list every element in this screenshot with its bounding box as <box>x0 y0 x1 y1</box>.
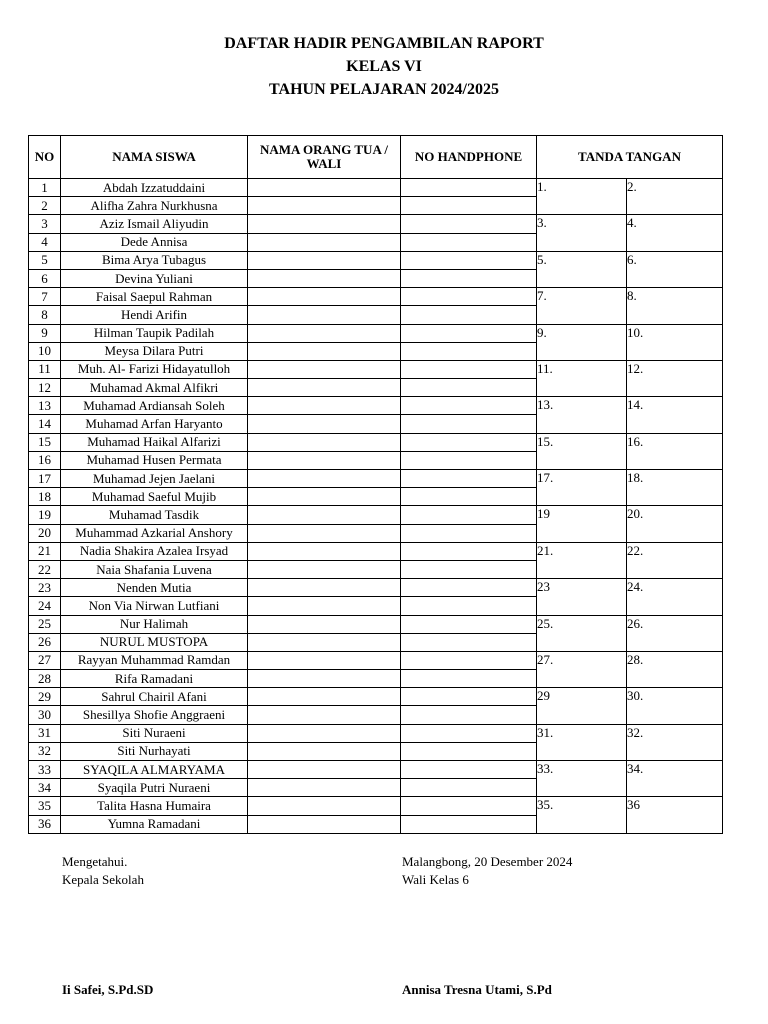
parent-name-cell[interactable] <box>248 779 401 797</box>
signature-cell[interactable]: 2. <box>627 179 723 215</box>
signature-cell[interactable]: 15. <box>537 433 627 469</box>
student-name: Talita Hasna Humaira <box>61 797 248 815</box>
parent-name-cell[interactable] <box>248 470 401 488</box>
parent-name-cell[interactable] <box>248 233 401 251</box>
row-number: 35 <box>29 797 61 815</box>
signature-cell[interactable]: 31. <box>537 724 627 760</box>
signature-cell[interactable]: 21. <box>537 542 627 578</box>
table-row <box>29 724 723 742</box>
phone-cell[interactable] <box>401 506 537 524</box>
student-name: Faisal Saepul Rahman <box>61 288 248 306</box>
table-row <box>29 288 723 306</box>
row-number: 17 <box>29 470 61 488</box>
student-name: Muhamad Arfan Haryanto <box>61 415 248 433</box>
parent-name-cell[interactable] <box>248 651 401 669</box>
signature-cell[interactable]: 33. <box>537 761 627 797</box>
student-name: Dede Annisa <box>61 233 248 251</box>
parent-name-cell[interactable] <box>248 324 401 342</box>
signature-cell[interactable]: 28. <box>627 651 723 687</box>
phone-cell[interactable] <box>401 597 537 615</box>
phone-cell[interactable] <box>401 288 537 306</box>
parent-name-cell[interactable] <box>248 506 401 524</box>
phone-cell[interactable] <box>401 688 537 706</box>
table-row <box>29 215 723 233</box>
parent-name-cell[interactable] <box>248 688 401 706</box>
table-row <box>29 797 723 815</box>
attendance-table <box>28 135 723 834</box>
parent-name-cell[interactable] <box>248 797 401 815</box>
phone-cell[interactable] <box>401 615 537 633</box>
parent-name-cell[interactable] <box>248 379 401 397</box>
row-number: 25 <box>29 615 61 633</box>
student-name: Muhamad Akmal Alfikri <box>61 379 248 397</box>
student-name: Syaqila Putri Nuraeni <box>61 779 248 797</box>
phone-cell[interactable] <box>401 197 537 215</box>
parent-name-cell[interactable] <box>248 742 401 760</box>
signature-cell[interactable]: 11. <box>537 360 627 396</box>
row-number: 30 <box>29 706 61 724</box>
parent-name-cell[interactable] <box>248 179 401 197</box>
signature-cell[interactable]: 23 <box>537 579 627 615</box>
row-number: 16 <box>29 451 61 469</box>
parent-name-cell[interactable] <box>248 706 401 724</box>
signature-cell[interactable]: 32. <box>627 724 723 760</box>
table-row <box>29 651 723 669</box>
student-name: Muh. Al- Farizi Hidayatulloh <box>61 360 248 378</box>
phone-cell[interactable] <box>401 488 537 506</box>
row-number: 20 <box>29 524 61 542</box>
table-header-row <box>29 136 723 179</box>
phone-cell[interactable] <box>401 542 537 560</box>
row-number: 7 <box>29 288 61 306</box>
row-number: 32 <box>29 742 61 760</box>
parent-name-cell[interactable] <box>248 724 401 742</box>
phone-cell[interactable] <box>401 579 537 597</box>
row-number: 29 <box>29 688 61 706</box>
parent-name-cell[interactable] <box>248 615 401 633</box>
row-number: 4 <box>29 233 61 251</box>
row-number: 33 <box>29 761 61 779</box>
phone-cell[interactable] <box>401 433 537 451</box>
signature-cell[interactable]: 6. <box>627 251 723 287</box>
phone-cell[interactable] <box>401 724 537 742</box>
signature-cell[interactable]: 9. <box>537 324 627 360</box>
teacher-name: Annisa Tresna Utami, S.Pd <box>402 982 552 997</box>
row-number: 2 <box>29 197 61 215</box>
header-no: NO <box>29 136 61 179</box>
row-number: 9 <box>29 324 61 342</box>
row-number: 18 <box>29 488 61 506</box>
student-name: Non Via Nirwan Lutfiani <box>61 597 248 615</box>
student-name: Muhamad Husen Permata <box>61 451 248 469</box>
signature-cell[interactable]: 14. <box>627 397 723 433</box>
row-number: 12 <box>29 379 61 397</box>
row-number: 3 <box>29 215 61 233</box>
phone-cell[interactable] <box>401 633 537 651</box>
phone-cell[interactable] <box>401 451 537 469</box>
row-number: 28 <box>29 670 61 688</box>
parent-name-cell[interactable] <box>248 215 401 233</box>
table-row <box>29 761 723 779</box>
row-number: 26 <box>29 633 61 651</box>
signature-cell[interactable]: 18. <box>627 470 723 506</box>
row-number: 23 <box>29 579 61 597</box>
principal-title: Kepala Sekolah <box>62 872 144 887</box>
parent-name-cell[interactable] <box>248 415 401 433</box>
student-name: Aziz Ismail Aliyudin <box>61 215 248 233</box>
signature-cell[interactable]: 20. <box>627 506 723 542</box>
signature-cell[interactable]: 7. <box>537 288 627 324</box>
parent-name-cell[interactable] <box>248 397 401 415</box>
signature-cell[interactable]: 24. <box>627 579 723 615</box>
row-number: 5 <box>29 251 61 269</box>
student-name: Bima Arya Tubagus <box>61 251 248 269</box>
signature-cell[interactable]: 27. <box>537 651 627 687</box>
row-number: 14 <box>29 415 61 433</box>
signature-cell[interactable]: 17. <box>537 470 627 506</box>
row-number: 1 <box>29 179 61 197</box>
row-number: 34 <box>29 779 61 797</box>
student-name: Sahrul Chairil Afani <box>61 688 248 706</box>
parent-name-cell[interactable] <box>248 542 401 560</box>
signature-cell[interactable]: 10. <box>627 324 723 360</box>
phone-cell[interactable] <box>401 306 537 324</box>
table-row <box>29 324 723 342</box>
row-number: 13 <box>29 397 61 415</box>
phone-cell[interactable] <box>401 761 537 779</box>
signature-cell[interactable]: 5. <box>537 251 627 287</box>
phone-cell[interactable] <box>401 797 537 815</box>
student-name: Shesillya Shofie Anggraeni <box>61 706 248 724</box>
parent-name-cell[interactable] <box>248 633 401 651</box>
phone-cell[interactable] <box>401 651 537 669</box>
table-row <box>29 579 723 597</box>
table-row <box>29 688 723 706</box>
table-row <box>29 397 723 415</box>
table-row <box>29 179 723 197</box>
document-title-line1: DAFTAR HADIR PENGAMBILAN RAPORT <box>224 35 544 52</box>
row-number: 27 <box>29 651 61 669</box>
signature-cell[interactable]: 25. <box>537 615 627 651</box>
student-name: NURUL MUSTOPA <box>61 633 248 651</box>
student-name: Nenden Mutia <box>61 579 248 597</box>
phone-cell[interactable] <box>401 179 537 197</box>
phone-cell[interactable] <box>401 706 537 724</box>
homeroom-teacher-title: Wali Kelas 6 <box>402 872 469 887</box>
acknowledged-label: Mengetahui. <box>62 854 128 869</box>
phone-cell[interactable] <box>401 251 537 269</box>
signature-cell[interactable]: 22. <box>627 542 723 578</box>
parent-name-cell[interactable] <box>248 360 401 378</box>
signature-cell[interactable]: 34. <box>627 761 723 797</box>
table-row <box>29 251 723 269</box>
student-name: Muhamad Jejen Jaelani <box>61 470 248 488</box>
student-name: Muhamad Haikal Alfarizi <box>61 433 248 451</box>
phone-cell[interactable] <box>401 779 537 797</box>
student-name: Devina Yuliani <box>61 269 248 287</box>
row-number: 15 <box>29 433 61 451</box>
student-name: Hilman Taupik Padilah <box>61 324 248 342</box>
parent-name-cell[interactable] <box>248 197 401 215</box>
phone-cell[interactable] <box>401 324 537 342</box>
student-name: Muhamad Tasdik <box>61 506 248 524</box>
phone-cell[interactable] <box>401 269 537 287</box>
student-name: Muhamad Saeful Mujib <box>61 488 248 506</box>
row-number: 24 <box>29 597 61 615</box>
parent-name-cell[interactable] <box>248 451 401 469</box>
parent-name-cell[interactable] <box>248 560 401 578</box>
row-number: 22 <box>29 560 61 578</box>
phone-cell[interactable] <box>401 670 537 688</box>
student-name: Nadia Shakira Azalea Irsyad <box>61 542 248 560</box>
parent-name-cell[interactable] <box>248 524 401 542</box>
signature-cell[interactable]: 13. <box>537 397 627 433</box>
student-name: Hendi Arifin <box>61 306 248 324</box>
table-row <box>29 506 723 524</box>
phone-cell[interactable] <box>401 742 537 760</box>
parent-name-cell[interactable] <box>248 251 401 269</box>
parent-name-cell[interactable] <box>248 670 401 688</box>
phone-cell[interactable] <box>401 360 537 378</box>
phone-cell[interactable] <box>401 470 537 488</box>
phone-cell[interactable] <box>401 415 537 433</box>
student-name: Rifa Ramadani <box>61 670 248 688</box>
parent-name-cell[interactable] <box>248 342 401 360</box>
principal-name: Ii Safei, S.Pd.SD <box>62 982 154 997</box>
parent-name-cell[interactable] <box>248 761 401 779</box>
table-row <box>29 615 723 633</box>
phone-cell[interactable] <box>401 815 537 833</box>
row-number: 8 <box>29 306 61 324</box>
signature-cell[interactable]: 29 <box>537 688 627 724</box>
header-signature: TANDA TANGAN <box>537 136 723 179</box>
header-phone: NO HANDPHONE <box>401 136 537 179</box>
student-name: Abdah Izzatuddaini <box>61 179 248 197</box>
parent-name-cell[interactable] <box>248 815 401 833</box>
table-row <box>29 433 723 451</box>
row-number: 36 <box>29 815 61 833</box>
signature-cell[interactable]: 16. <box>627 433 723 469</box>
phone-cell[interactable] <box>401 215 537 233</box>
parent-name-cell[interactable] <box>248 269 401 287</box>
signature-cell[interactable]: 30. <box>627 688 723 724</box>
row-number: 6 <box>29 269 61 287</box>
phone-cell[interactable] <box>401 397 537 415</box>
signature-cell[interactable]: 8. <box>627 288 723 324</box>
table-row <box>29 360 723 378</box>
phone-cell[interactable] <box>401 342 537 360</box>
header-parent-name: NAMA ORANG TUA / WALI <box>248 136 401 179</box>
table-row <box>29 542 723 560</box>
student-name: Yumna Ramadani <box>61 815 248 833</box>
row-number: 21 <box>29 542 61 560</box>
document-title-line2: KELAS VI <box>346 58 422 75</box>
student-name: Naia Shafania Luvena <box>61 560 248 578</box>
document-title-line3: TAHUN PELAJARAN 2024/2025 <box>269 81 499 98</box>
student-name: Muhamad Ardiansah Soleh <box>61 397 248 415</box>
signature-cell[interactable]: 19 <box>537 506 627 542</box>
parent-name-cell[interactable] <box>248 288 401 306</box>
header-student-name: NAMA SISWA <box>61 136 248 179</box>
parent-name-cell[interactable] <box>248 579 401 597</box>
signature-cell[interactable]: 36 <box>627 797 723 833</box>
student-name: Nur Halimah <box>61 615 248 633</box>
student-name: SYAQILA ALMARYAMA <box>61 761 248 779</box>
row-number: 31 <box>29 724 61 742</box>
row-number: 11 <box>29 360 61 378</box>
row-number: 19 <box>29 506 61 524</box>
student-name: Muhammad Azkarial Anshory <box>61 524 248 542</box>
parent-name-cell[interactable] <box>248 597 401 615</box>
signature-cell[interactable]: 26. <box>627 615 723 651</box>
parent-name-cell[interactable] <box>248 433 401 451</box>
signature-cell[interactable]: 35. <box>537 797 627 833</box>
parent-name-cell[interactable] <box>248 306 401 324</box>
signature-cell[interactable]: 1. <box>537 179 627 215</box>
signature-cell[interactable]: 3. <box>537 215 627 251</box>
student-name: Siti Nuraeni <box>61 724 248 742</box>
table-row <box>29 470 723 488</box>
row-number: 10 <box>29 342 61 360</box>
signature-cell[interactable]: 4. <box>627 215 723 251</box>
student-name: Rayyan Muhammad Ramdan <box>61 651 248 669</box>
phone-cell[interactable] <box>401 233 537 251</box>
parent-name-cell[interactable] <box>248 488 401 506</box>
student-name: Alifha Zahra Nurkhusna <box>61 197 248 215</box>
student-name: Meysa Dilara Putri <box>61 342 248 360</box>
student-name: Siti Nurhayati <box>61 742 248 760</box>
place-date: Malangbong, 20 Desember 2024 <box>402 854 573 869</box>
phone-cell[interactable] <box>401 524 537 542</box>
signature-cell[interactable]: 12. <box>627 360 723 396</box>
phone-cell[interactable] <box>401 560 537 578</box>
phone-cell[interactable] <box>401 379 537 397</box>
